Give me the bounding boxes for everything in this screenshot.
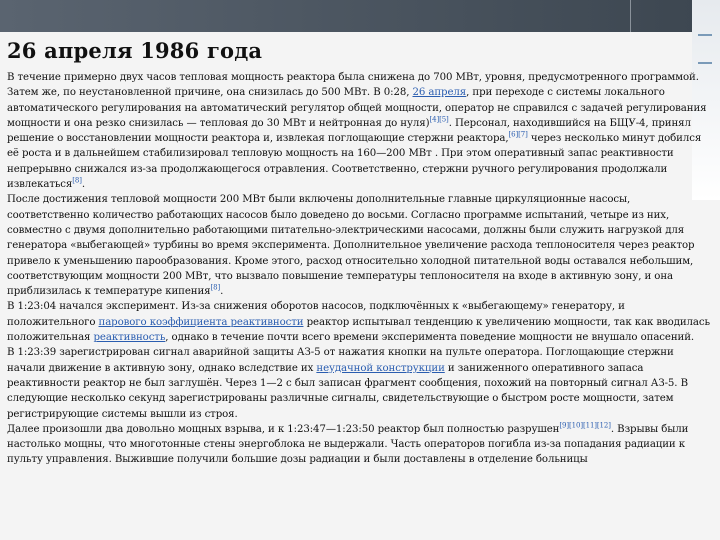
paragraph-text: реактор испытывал тенденцию к увеличению мощности, так как вводилась положительная (7, 316, 710, 344)
paragraph (7, 70, 711, 192)
paragraph-text: через несколько минут добился её роста и в дальнейшем стабилизировал тепловую мощность на 160—200 МВт . При этом оперативный запас реактивности непрерывно снижался из-за продолжающегося отравления. Соответственно, стержни ручного регулирования продолжали извлекаться (7, 133, 702, 191)
citation-ref[interactable]: [8] (210, 283, 221, 292)
decorative-lines-icon (698, 34, 712, 64)
paragraph (7, 345, 711, 421)
paragraph (7, 192, 711, 299)
paragraph-text: В 1:23:39 зарегистрирован сигнал аварийной защиты АЗ-5 от нажатия кнопки на пульте оператора. Поглощающие стержни начали движение в активную зону, однако вследствие их (7, 347, 674, 374)
slide-body (7, 70, 711, 468)
paragraph-text: В 1:23:04 начался эксперимент. Из-за снижения оборотов насосов, подключённых к «выбегающему» генератору, и положительного (7, 301, 625, 328)
paragraph (7, 422, 711, 468)
slide-header-bar (0, 0, 720, 32)
paragraph-text: . Взрывы были настолько мощны, что многотонные стены энергоблока не выдержали. Часть операторов погибла из-за попадания радиации к пульту управления. Выжившие получили большие дозы радиации и были доставлены в отделение больницы (7, 423, 689, 466)
citation-ref[interactable]: [6][7] (508, 130, 528, 139)
paragraph-text: После достижения тепловой мощности 200 МВт были включены дополнительные главные циркуляционные насосы, соответственно количество работающих насосов было доведено до восьми. Согласно программе испытаний, четыре из них, совместно с двумя дополнительно работающими питательно-электрическими насосами, должны были служить нагрузкой для генератора «выбегающей» турбины во время эксперимента. Дополнительное увеличение расхода теплоносителя через реактор привело к уменьшению парообразования. Кроме этого, расход относительно холодной питательной воды оставался небольшим, соответствующим мощности 200 МВт, что вызвало повышение температуры теплоносителя на входе в активную зону, и она приблизилась к температуре кипения (7, 194, 695, 298)
page-title: 26 апреля 1986 года (7, 38, 263, 63)
paragraph-text: Далее произошли два довольно мощных взрыва, и к 1:23:47—1:23:50 реактор был полностью разрушен (7, 423, 560, 435)
header-divider (630, 0, 631, 32)
citation-ref[interactable]: [4][5] (429, 115, 449, 124)
inline-link[interactable]: 26 апреля (412, 87, 467, 99)
inline-link[interactable]: неудачной конструкции (316, 362, 445, 374)
paragraph (7, 299, 711, 345)
paragraph-text: . Персонал, находившийся на БЩУ-4, принял решение о восстановлении мощности реактора и, извлекая поглощающие стержни реактора, (7, 117, 691, 145)
paragraph-text: В течение примерно двух часов тепловая мощность реактора была снижена до 700 МВт, уровня, предусмотренного программой. Затем же, по неустановленной причине, она снизилась до 500 МВт. В 0:28, (7, 72, 699, 99)
paragraph-text: , однако в течение почти всего времени эксперимента поведение мощности не внушало опасений. (165, 332, 695, 344)
paragraph-text: и заниженного оперативного запаса реактивности реактор не был заглушён. Через 1—2 с был записан фрагмент сообщения, похожий на повторный сигнал АЗ-5. В следующие несколько секунд зарегистрированы различные сигналы, свидетельствующие о быстром росте мощности, затем регистрирующие системы вышли из строя. (7, 362, 688, 420)
inline-link[interactable]: реактивность (93, 332, 166, 344)
inline-link[interactable]: парового коэффициента реактивности (98, 316, 304, 328)
citation-ref[interactable]: [8] (72, 176, 82, 185)
citation-ref[interactable]: [9][10][11][12] (559, 421, 611, 430)
paragraph-text: . (81, 179, 86, 191)
paragraph-text: . (220, 286, 224, 298)
paragraph-text: , при переходе с системы локального автоматического регулирования на автоматический регулятор общей мощности, оператор не справился с задачей регулирования мощности и она резко снизилась — тепловая до 30 МВт и нейтронная до нуля) (7, 87, 707, 129)
